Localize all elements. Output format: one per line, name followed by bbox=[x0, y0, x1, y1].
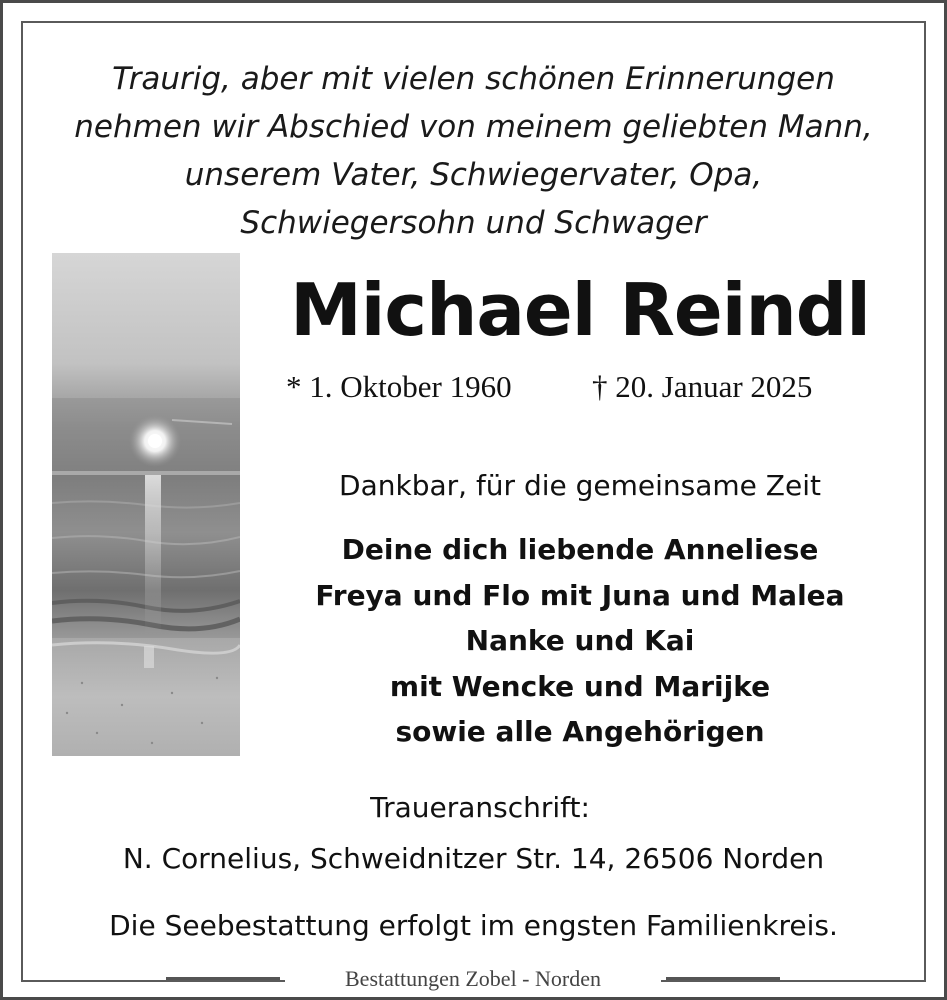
thanks-line: Dankbar, für die gemeinsame Zeit bbox=[339, 469, 821, 502]
family-line: Deine dich liebende Anneliese bbox=[341, 533, 819, 566]
deceased-name: Michael Reindl bbox=[290, 268, 870, 352]
intro-line: Traurig, aber mit vielen schönen Erinnerungen bbox=[112, 61, 835, 97]
footer-rule-left bbox=[166, 977, 280, 980]
family-line: Nanke und Kai bbox=[465, 624, 695, 657]
intro-text bbox=[0, 55, 947, 247]
intro-line: unserem Vater, Schwiegervater, Opa, bbox=[184, 157, 763, 193]
address-value: N. Cornelius, Schweidnitzer Str. 14, 26506 Norden bbox=[122, 842, 825, 875]
intro-line: Schwiegersohn und Schwager bbox=[240, 205, 707, 241]
sea-sunset-photo bbox=[52, 253, 240, 756]
family-line: Freya und Flo mit Juna und Malea bbox=[315, 578, 845, 612]
birth-date: * 1. Oktober 1960 bbox=[286, 369, 512, 404]
intro-line: nehmen wir Abschied von meinem geliebten Mann, bbox=[74, 109, 873, 145]
footer bbox=[0, 962, 947, 998]
death-date: † 20. Januar 2025 bbox=[592, 369, 813, 404]
family-signatures bbox=[270, 527, 890, 755]
footer-rule-right bbox=[666, 977, 780, 980]
burial-note: Die Seebestattung erfolgt im engsten Familienkreis. bbox=[109, 909, 838, 942]
family-line: sowie alle Angehörigen bbox=[395, 715, 765, 748]
life-dates bbox=[270, 362, 890, 412]
address-label: Traueranschrift: bbox=[370, 791, 590, 824]
funeral-home-credit: Bestattungen Zobel - Norden bbox=[285, 962, 661, 996]
family-line: mit Wencke und Marijke bbox=[389, 669, 771, 703]
